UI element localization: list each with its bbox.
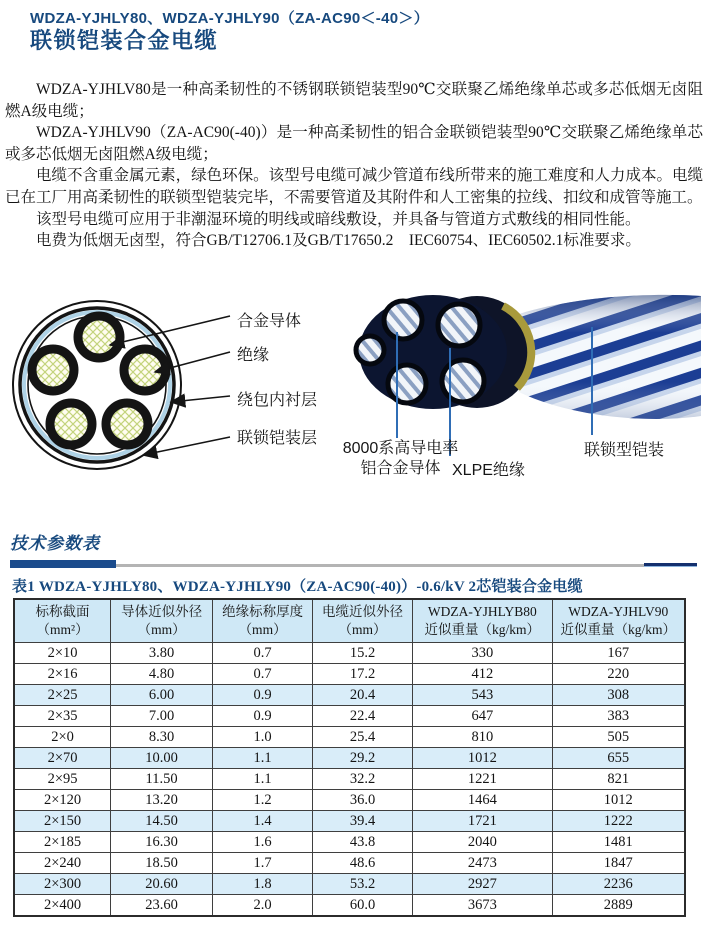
table-cell: 2040: [413, 832, 553, 853]
table-cell: 60.0: [313, 895, 413, 917]
intro-paragraphs: [5, 79, 703, 252]
table-cell: 0.7: [213, 664, 313, 685]
table-cell: 1.2: [213, 790, 313, 811]
column-header-3: [213, 599, 313, 643]
label-inner-liner: 绕包内衬层: [237, 392, 318, 409]
table-cell: 1.8: [213, 874, 313, 895]
table-cell: 2×120: [14, 790, 111, 811]
table-row-2×150: [14, 811, 685, 832]
cable-photo: [345, 292, 702, 437]
label-insulation: 绝缘: [237, 347, 270, 364]
table-cell: 16.30: [111, 832, 213, 853]
table-cell: 10.00: [111, 748, 213, 769]
table-cell: 7.00: [111, 706, 213, 727]
table-cell: 2×70: [14, 748, 111, 769]
table-cell: 15.2: [313, 643, 413, 664]
table-row-2×16: [14, 664, 685, 685]
table-cell: 383: [552, 706, 685, 727]
column-header-line1: WDZA-YJHLYB80: [427, 604, 537, 619]
model-codes-heading: WDZA-YJHLY80、WDZA-YJHLY90（ZA-AC90＜-40＞）: [30, 10, 429, 27]
table-row-2×95: [14, 769, 685, 790]
table-cell: 2×10: [14, 643, 111, 664]
label-conductor-line1: 8000系高导电率: [342, 440, 459, 457]
table-cell: 39.4: [313, 811, 413, 832]
table-row-2×300: [14, 874, 685, 895]
product-name-heading: 联锁铠装合金电缆: [30, 28, 219, 53]
divider-gray-line: [116, 564, 644, 567]
column-header-line1: 电缆近似外径: [322, 604, 404, 619]
column-header-line2: （mm）: [338, 622, 387, 638]
column-header-1: [14, 599, 111, 643]
column-header-line2: （mm）: [238, 622, 287, 638]
table-cell: 1221: [413, 769, 553, 790]
column-header-6: [552, 599, 685, 643]
table-cell: 14.50: [111, 811, 213, 832]
table-cell: 1.1: [213, 769, 313, 790]
table-cell: 1481: [552, 832, 685, 853]
table-cell: 2236: [552, 874, 685, 895]
table-cell: 0.9: [213, 685, 313, 706]
table-cell: 13.20: [111, 790, 213, 811]
intro-paragraph-5: 电费为低烟无卤型，符合GB/T12706.1及GB/T17650.2 IEC60754、IEC60502.1标准要求。: [36, 232, 641, 250]
table-row-2×400: [14, 895, 685, 917]
table-cell: 167: [552, 643, 685, 664]
table-title: 表1 WDZA-YJHLY80、WDZA-YJHLY90（ZA-AC90(-40)）-0.6/kV 2芯铠装合金电缆: [12, 579, 583, 595]
table-cell: 308: [552, 685, 685, 706]
table-cell: 11.50: [111, 769, 213, 790]
table-cell: 20.4: [313, 685, 413, 706]
table-cell: 1222: [552, 811, 685, 832]
divider-blue-bar: [10, 560, 116, 568]
intro-paragraph-3: 电缆不含重金属元素，绿色环保。该型号电缆可减少管道布线所带来的施工难度和人力成本。电缆已在工厂用高柔韧性的联锁型铠装完毕，不需要管道及其附件和人工密集的拉线、扣纹和成管等施工。: [5, 167, 703, 206]
table-cell: 647: [413, 706, 553, 727]
table-row-2×35: [14, 706, 685, 727]
table-cell: 1.0: [213, 727, 313, 748]
column-header-line1: 标称截面: [35, 604, 90, 619]
table-cell: 412: [413, 664, 553, 685]
column-header-line2: 近似重量（kg/km）: [424, 622, 541, 638]
table-cell: 32.2: [313, 769, 413, 790]
table-cell: 23.60: [111, 895, 213, 917]
table-cell: 6.00: [111, 685, 213, 706]
table-cell: 2×35: [14, 706, 111, 727]
table-cell: 36.0: [313, 790, 413, 811]
parameters-table: [13, 598, 686, 917]
table-cell: 2×0: [14, 727, 111, 748]
table-cell: 220: [552, 664, 685, 685]
table-cell: 2×185: [14, 832, 111, 853]
table-cell: 2×240: [14, 853, 111, 874]
table-cell: 1012: [413, 748, 553, 769]
table-cell: 53.2: [313, 874, 413, 895]
table-cell: 43.8: [313, 832, 413, 853]
table-cell: 2×95: [14, 769, 111, 790]
table-cell: 2×150: [14, 811, 111, 832]
leader-line-armor: [591, 327, 593, 435]
table-cell: 8.30: [111, 727, 213, 748]
table-cell: 25.4: [313, 727, 413, 748]
table-row-2×10: [14, 643, 685, 664]
label-interlocked-armor: 联锁型铠装: [584, 442, 665, 459]
table-cell: 0.9: [213, 706, 313, 727]
parameters-table-head: [14, 599, 685, 643]
column-header-line2: 近似重量（kg/km）: [560, 622, 677, 638]
table-cell: 4.80: [111, 664, 213, 685]
table-cell: 2×16: [14, 664, 111, 685]
table-cell: 810: [413, 727, 553, 748]
table-cell: 18.50: [111, 853, 213, 874]
intro-paragraph-1: WDZA-YJHLV80是一种高柔韧性的不锈钢联锁铠装型90℃交联聚乙烯绝缘单芯或多芯低烟无卤阻燃A级电缆；: [5, 81, 703, 120]
column-header-line1: 绝缘标称厚度: [222, 604, 304, 619]
table-cell: 2889: [552, 895, 685, 917]
label-alloy-conductor: 合金导体: [237, 313, 302, 330]
table-row-2×70: [14, 748, 685, 769]
label-xlpe-insulation: XLPE绝缘: [452, 462, 525, 479]
table-cell: 2×300: [14, 874, 111, 895]
table-cell: 1012: [552, 790, 685, 811]
table-cell: 821: [552, 769, 685, 790]
table-cell: 1847: [552, 853, 685, 874]
table-cell: 330: [413, 643, 553, 664]
table-row-2×240: [14, 853, 685, 874]
column-header-line2: （mm²）: [36, 622, 89, 638]
table-cell: 1.6: [213, 832, 313, 853]
column-header-4: [313, 599, 413, 643]
table-cell: 505: [552, 727, 685, 748]
table-row-2×0: [14, 727, 685, 748]
parameters-table-body: [14, 643, 685, 917]
divider-navy-segment: [644, 563, 697, 567]
table-cell: 543: [413, 685, 553, 706]
table-cell: 2927: [413, 874, 553, 895]
table-cell: 2×25: [14, 685, 111, 706]
label-armor-layer: 联锁铠装层: [237, 430, 318, 447]
column-header-2: [111, 599, 213, 643]
column-header-line1: WDZA-YJHLV90: [568, 604, 669, 619]
table-cell: 17.2: [313, 664, 413, 685]
table-cell: 1.7: [213, 853, 313, 874]
table-cell: 3673: [413, 895, 553, 917]
table-row-2×25: [14, 685, 685, 706]
leader-line-conductor: [396, 332, 398, 438]
table-cell: 22.4: [313, 706, 413, 727]
table-cell: 1721: [413, 811, 553, 832]
table-cell: 1.1: [213, 748, 313, 769]
table-cell: 1.4: [213, 811, 313, 832]
label-conductor-line2: 铝合金导体: [360, 460, 441, 477]
intro-paragraph-4: 该型号电缆可应用于非潮湿环境的明线或暗线敷设，并具备与管道方式敷线的相同性能。: [36, 210, 641, 228]
column-header-line2: （mm）: [137, 622, 186, 638]
table-cell: 2473: [413, 853, 553, 874]
section-heading-tech-params: 技术参数表: [10, 534, 100, 553]
table-row-2×185: [14, 832, 685, 853]
table-cell: 2.0: [213, 895, 313, 917]
table-cell: 29.2: [313, 748, 413, 769]
table-cell: 48.6: [313, 853, 413, 874]
table-cell: 3.80: [111, 643, 213, 664]
table-cell: 0.7: [213, 643, 313, 664]
table-cell: 20.60: [111, 874, 213, 895]
table-cell: 2×400: [14, 895, 111, 917]
column-header-5: [413, 599, 553, 643]
intro-paragraph-2: WDZA-YJHLV90（ZA-AC90(-40)）是一种高柔韧性的铝合金联锁铠装型90℃交联聚乙烯绝缘单芯或多芯低烟无卤阻燃A级电缆；: [5, 124, 703, 163]
table-cell: 1464: [413, 790, 553, 811]
table-cell: 655: [552, 748, 685, 769]
table-row-2×120: [14, 790, 685, 811]
column-header-line1: 导体近似外径: [121, 604, 203, 619]
